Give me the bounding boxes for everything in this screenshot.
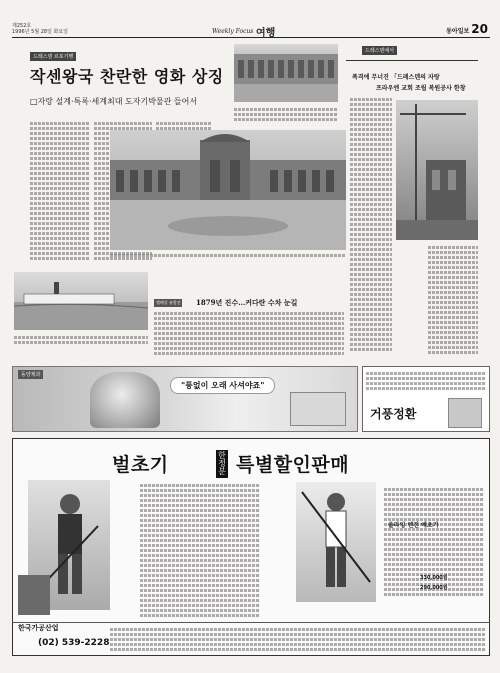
advert-phone: (02) 539-2228: [38, 638, 110, 648]
issue-number: 제252호: [12, 23, 32, 29]
main-story-kicker: 드레스덴 르포기행: [30, 52, 76, 61]
man-with-trimmer-image: [296, 482, 376, 602]
sidebar-headline-2: 프라우엔 교회 조립 복원공사 한창: [376, 85, 466, 92]
issue-info: [12, 23, 68, 35]
advert-right-model-photo: [296, 482, 376, 602]
advert-left-specs: [140, 482, 260, 622]
second-story-headline: 1879년 진수…커다란 수차 눈길: [196, 298, 298, 307]
advert-engine-image: [18, 575, 50, 615]
advert-right-text: [366, 370, 486, 396]
church-ruins-crane-image: [396, 100, 478, 240]
sidebar-column-1: [350, 96, 392, 358]
paper-name: 동아일보: [446, 28, 470, 35]
elbe-steamboat-image: [14, 272, 148, 330]
page-number-value: 20: [471, 22, 488, 36]
advert-elder-portrait: [90, 372, 160, 428]
page-number: [446, 22, 488, 36]
advert-price-2: 290,000원: [420, 585, 448, 591]
advert-product-box: [290, 392, 346, 426]
advert-right-product: [448, 398, 482, 428]
section-logo: 여행: [256, 28, 276, 39]
palace-photo-top: [234, 44, 338, 102]
photo-caption-top: [234, 106, 338, 126]
second-story-body: [154, 310, 344, 358]
steamboat-caption: [14, 334, 148, 348]
palace-arcade-image: [234, 44, 338, 102]
sidebar-column-2: [428, 244, 478, 358]
frauenkirche-photo: [396, 100, 478, 240]
zwinger-caption: [110, 252, 346, 262]
advert-logo: 동양제과: [18, 370, 43, 379]
advert-divider: [12, 622, 490, 623]
advert-slogan: "풍없이 오래 사셔야죠": [170, 377, 275, 394]
sidebar-kicker: 드레스덴에서: [362, 46, 397, 55]
advert-right-product-name: 올라잉 엔진 예초기: [388, 522, 439, 529]
advert-dealer-list: [110, 626, 486, 654]
second-story-kicker: 엘베강 유람선: [156, 300, 181, 305]
advert-company: 한국가공산업: [18, 624, 59, 632]
steamboat-photo: [14, 272, 148, 330]
advert-title-right: 특별할인판매: [236, 454, 350, 476]
sidebar-headline-1: 폭격에 무너진 「드레스덴의 자랑: [352, 74, 440, 81]
advert-price-1: 330,000원: [420, 575, 448, 581]
advert-right-brand: 거풍정환: [370, 407, 417, 421]
section-name: Weekly Focus: [212, 28, 254, 35]
main-headline: 작센왕국 찬란한 영화 상징: [30, 67, 224, 86]
article-column-1: [30, 120, 90, 260]
main-subhead: □자랑 설계·특록·세계최대 도자기박물관 들어서: [30, 97, 198, 106]
issue-date: 1996년 5월 28일 화요일: [12, 29, 69, 35]
zwinger-palace-image: [110, 130, 346, 250]
advert-badge: 한정분: [216, 450, 228, 478]
advert-title-left: 벌초기: [112, 454, 169, 476]
zwinger-photo: [110, 130, 346, 250]
